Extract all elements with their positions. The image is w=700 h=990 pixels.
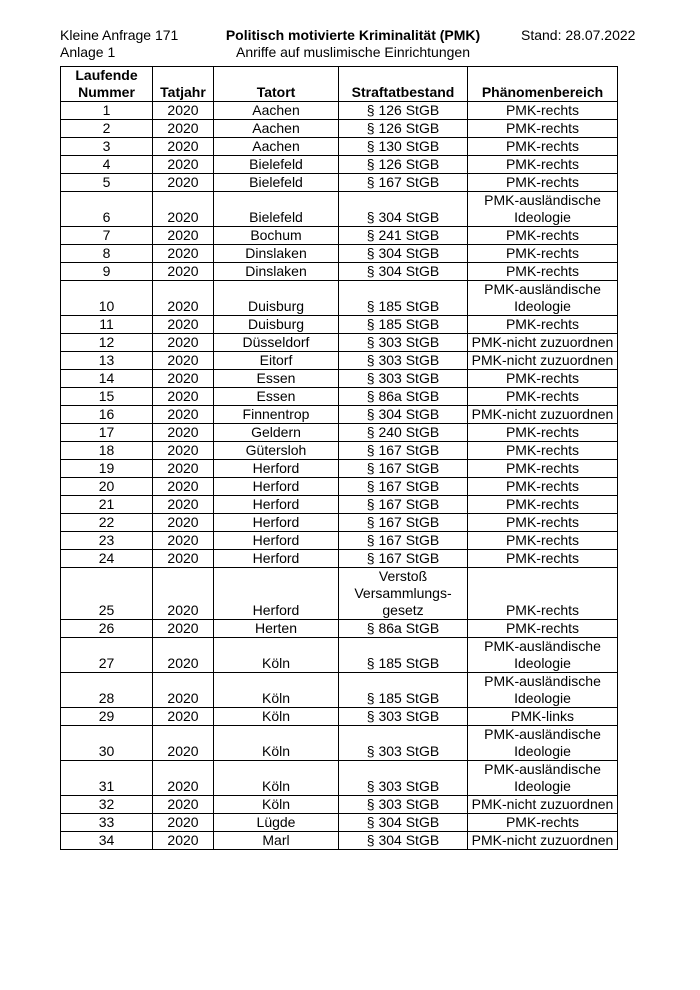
cell-number: 34 [61, 832, 153, 850]
page-subtitle: Anriffe auf muslimische Einrichtungen [236, 44, 470, 60]
cell-location: Duisburg [214, 281, 339, 316]
table-row [61, 460, 618, 478]
cell-offense: § 304 StGB [339, 832, 468, 850]
cell-category: PMK-nicht zuzuordnen [468, 406, 618, 424]
cell-location: Herford [214, 550, 339, 568]
cell-category: PMK-nicht zuzuordnen [468, 334, 618, 352]
cell-number: 32 [61, 796, 153, 814]
column-header-location: Tatort [214, 67, 339, 102]
table-row [61, 620, 618, 638]
table-row [61, 192, 618, 227]
table-row [61, 281, 618, 316]
cell-location: Bochum [214, 227, 339, 245]
table-row [61, 352, 618, 370]
table-row [61, 424, 618, 442]
cell-location: Köln [214, 761, 339, 796]
attachment-label: Anlage 1 [60, 44, 116, 60]
cell-year: 2020 [153, 796, 214, 814]
cell-year: 2020 [153, 334, 214, 352]
cell-number: 2 [61, 120, 153, 138]
cell-category: PMK-rechts [468, 550, 618, 568]
table-row [61, 638, 618, 673]
cell-category: PMK-nicht zuzuordnen [468, 832, 618, 850]
table-row [61, 263, 618, 281]
cell-year: 2020 [153, 138, 214, 156]
table-row [61, 532, 618, 550]
cell-category: PMK-ausländische Ideologie [468, 638, 618, 673]
cell-category: PMK-rechts [468, 478, 618, 496]
cell-offense: § 303 StGB [339, 708, 468, 726]
cell-offense: § 167 StGB [339, 460, 468, 478]
cell-location: Düsseldorf [214, 334, 339, 352]
cell-number: 12 [61, 334, 153, 352]
cell-number: 24 [61, 550, 153, 568]
table-row [61, 761, 618, 796]
cell-year: 2020 [153, 245, 214, 263]
cell-location: Bielefeld [214, 174, 339, 192]
cell-offense: § 304 StGB [339, 192, 468, 227]
cell-location: Geldern [214, 424, 339, 442]
cell-category: PMK-ausländische Ideologie [468, 726, 618, 761]
column-header-number: Laufende Nummer [61, 67, 153, 102]
cell-number: 9 [61, 263, 153, 281]
cell-year: 2020 [153, 388, 214, 406]
cell-year: 2020 [153, 174, 214, 192]
cell-year: 2020 [153, 708, 214, 726]
cell-year: 2020 [153, 316, 214, 334]
table-row [61, 245, 618, 263]
cell-number: 18 [61, 442, 153, 460]
cell-year: 2020 [153, 814, 214, 832]
cell-location: Herford [214, 568, 339, 620]
cell-year: 2020 [153, 281, 214, 316]
cell-number: 5 [61, 174, 153, 192]
cell-offense: § 86a StGB [339, 620, 468, 638]
cell-year: 2020 [153, 496, 214, 514]
cell-category: PMK-rechts [468, 102, 618, 120]
cell-offense: § 167 StGB [339, 442, 468, 460]
cell-year: 2020 [153, 227, 214, 245]
cell-year: 2020 [153, 102, 214, 120]
cell-offense: § 304 StGB [339, 245, 468, 263]
cell-offense: § 304 StGB [339, 263, 468, 281]
cell-number: 31 [61, 761, 153, 796]
cell-category: PMK-rechts [468, 568, 618, 620]
cell-offense: § 167 StGB [339, 514, 468, 532]
cell-year: 2020 [153, 761, 214, 796]
cell-location: Gütersloh [214, 442, 339, 460]
table-row [61, 120, 618, 138]
table-row [61, 726, 618, 761]
cell-location: Köln [214, 708, 339, 726]
cell-offense: § 185 StGB [339, 638, 468, 673]
table-row [61, 102, 618, 120]
cell-offense: § 304 StGB [339, 406, 468, 424]
cell-offense: § 303 StGB [339, 352, 468, 370]
cell-number: 23 [61, 532, 153, 550]
cell-location: Dinslaken [214, 245, 339, 263]
table-row [61, 568, 618, 620]
cell-number: 20 [61, 478, 153, 496]
cell-category: PMK-rechts [468, 514, 618, 532]
cell-location: Duisburg [214, 316, 339, 334]
cell-location: Lügde [214, 814, 339, 832]
cell-year: 2020 [153, 192, 214, 227]
cell-offense: § 126 StGB [339, 120, 468, 138]
cell-year: 2020 [153, 832, 214, 850]
cell-number: 17 [61, 424, 153, 442]
table-row [61, 796, 618, 814]
cell-number: 10 [61, 281, 153, 316]
cell-offense: § 303 StGB [339, 370, 468, 388]
cell-year: 2020 [153, 370, 214, 388]
cell-offense: § 303 StGB [339, 796, 468, 814]
cell-location: Eitorf [214, 352, 339, 370]
column-header-year: Tatjahr [153, 67, 214, 102]
table-row [61, 496, 618, 514]
cell-location: Finnentrop [214, 406, 339, 424]
cell-category: PMK-ausländische Ideologie [468, 761, 618, 796]
cell-location: Herten [214, 620, 339, 638]
cell-category: PMK-rechts [468, 814, 618, 832]
table-row [61, 174, 618, 192]
cell-number: 22 [61, 514, 153, 532]
table-row [61, 442, 618, 460]
cell-number: 3 [61, 138, 153, 156]
column-header-category: Phänomenbereich [468, 67, 618, 102]
incident-table [60, 66, 618, 850]
cell-offense: § 185 StGB [339, 673, 468, 708]
cell-number: 29 [61, 708, 153, 726]
cell-offense: § 240 StGB [339, 424, 468, 442]
cell-category: PMK-rechts [468, 227, 618, 245]
cell-offense: Verstoß Versammlungs-gesetz [339, 568, 468, 620]
cell-location: Köln [214, 796, 339, 814]
cell-offense: § 167 StGB [339, 550, 468, 568]
cell-offense: § 167 StGB [339, 496, 468, 514]
cell-year: 2020 [153, 638, 214, 673]
cell-number: 33 [61, 814, 153, 832]
cell-offense: § 241 StGB [339, 227, 468, 245]
cell-number: 11 [61, 316, 153, 334]
cell-category: PMK-rechts [468, 156, 618, 174]
cell-year: 2020 [153, 263, 214, 281]
cell-category: PMK-ausländische Ideologie [468, 281, 618, 316]
cell-location: Herford [214, 532, 339, 550]
cell-category: PMK-rechts [468, 496, 618, 514]
cell-offense: § 185 StGB [339, 281, 468, 316]
cell-year: 2020 [153, 726, 214, 761]
table-row [61, 832, 618, 850]
cell-location: Köln [214, 673, 339, 708]
cell-year: 2020 [153, 550, 214, 568]
cell-number: 16 [61, 406, 153, 424]
cell-year: 2020 [153, 156, 214, 174]
cell-year: 2020 [153, 442, 214, 460]
table-row [61, 156, 618, 174]
cell-number: 4 [61, 156, 153, 174]
table-row [61, 334, 618, 352]
cell-category: PMK-rechts [468, 460, 618, 478]
cell-category: PMK-rechts [468, 245, 618, 263]
cell-year: 2020 [153, 568, 214, 620]
cell-location: Essen [214, 370, 339, 388]
cell-number: 28 [61, 673, 153, 708]
cell-location: Köln [214, 726, 339, 761]
cell-location: Aachen [214, 138, 339, 156]
cell-location: Dinslaken [214, 263, 339, 281]
cell-offense: § 303 StGB [339, 334, 468, 352]
cell-category: PMK-rechts [468, 442, 618, 460]
cell-number: 7 [61, 227, 153, 245]
cell-location: Essen [214, 388, 339, 406]
table-row [61, 388, 618, 406]
cell-category: PMK-ausländische Ideologie [468, 192, 618, 227]
cell-offense: § 126 StGB [339, 102, 468, 120]
cell-category: PMK-rechts [468, 532, 618, 550]
cell-offense: § 86a StGB [339, 388, 468, 406]
cell-year: 2020 [153, 673, 214, 708]
cell-location: Marl [214, 832, 339, 850]
table-row [61, 316, 618, 334]
cell-offense: § 130 StGB [339, 138, 468, 156]
cell-year: 2020 [153, 406, 214, 424]
cell-offense: § 167 StGB [339, 478, 468, 496]
cell-location: Herford [214, 460, 339, 478]
cell-year: 2020 [153, 120, 214, 138]
table-row [61, 370, 618, 388]
cell-category: PMK-rechts [468, 120, 618, 138]
cell-category: PMK-rechts [468, 424, 618, 442]
status-date: Stand: 28.07.2022 [521, 27, 636, 43]
cell-number: 21 [61, 496, 153, 514]
cell-category: PMK-nicht zuzuordnen [468, 796, 618, 814]
cell-year: 2020 [153, 460, 214, 478]
cell-location: Aachen [214, 102, 339, 120]
cell-location: Herford [214, 496, 339, 514]
cell-location: Bielefeld [214, 156, 339, 174]
table-header-row [61, 67, 618, 102]
cell-location: Herford [214, 478, 339, 496]
cell-location: Köln [214, 638, 339, 673]
cell-category: PMK-rechts [468, 138, 618, 156]
cell-number: 19 [61, 460, 153, 478]
cell-number: 14 [61, 370, 153, 388]
cell-category: PMK-rechts [468, 174, 618, 192]
cell-offense: § 303 StGB [339, 761, 468, 796]
cell-year: 2020 [153, 424, 214, 442]
cell-offense: § 167 StGB [339, 532, 468, 550]
cell-category: PMK-rechts [468, 388, 618, 406]
document-reference: Kleine Anfrage 171 [60, 27, 179, 43]
cell-year: 2020 [153, 532, 214, 550]
cell-year: 2020 [153, 352, 214, 370]
cell-number: 6 [61, 192, 153, 227]
cell-offense: § 304 StGB [339, 814, 468, 832]
table-row [61, 514, 618, 532]
cell-year: 2020 [153, 478, 214, 496]
cell-category: PMK-links [468, 708, 618, 726]
cell-offense: § 303 StGB [339, 726, 468, 761]
cell-category: PMK-rechts [468, 620, 618, 638]
cell-number: 13 [61, 352, 153, 370]
cell-number: 8 [61, 245, 153, 263]
cell-location: Herford [214, 514, 339, 532]
table-row [61, 708, 618, 726]
table-row [61, 814, 618, 832]
cell-location: Aachen [214, 120, 339, 138]
cell-category: PMK-rechts [468, 316, 618, 334]
column-header-offense: Straftatbestand [339, 67, 468, 102]
cell-number: 26 [61, 620, 153, 638]
page-title: Politisch motivierte Kriminalität (PMK) [225, 27, 481, 43]
cell-number: 1 [61, 102, 153, 120]
cell-offense: § 185 StGB [339, 316, 468, 334]
table-row [61, 138, 618, 156]
table-row [61, 227, 618, 245]
cell-year: 2020 [153, 514, 214, 532]
table-row [61, 478, 618, 496]
cell-category: PMK-ausländische Ideologie [468, 673, 618, 708]
cell-category: PMK-rechts [468, 263, 618, 281]
table-row [61, 550, 618, 568]
cell-category: PMK-nicht zuzuordnen [468, 352, 618, 370]
cell-number: 25 [61, 568, 153, 620]
table-row [61, 673, 618, 708]
cell-number: 30 [61, 726, 153, 761]
cell-offense: § 126 StGB [339, 156, 468, 174]
table-row [61, 406, 618, 424]
cell-number: 15 [61, 388, 153, 406]
cell-location: Bielefeld [214, 192, 339, 227]
cell-category: PMK-rechts [468, 370, 618, 388]
cell-number: 27 [61, 638, 153, 673]
cell-year: 2020 [153, 620, 214, 638]
cell-offense: § 167 StGB [339, 174, 468, 192]
